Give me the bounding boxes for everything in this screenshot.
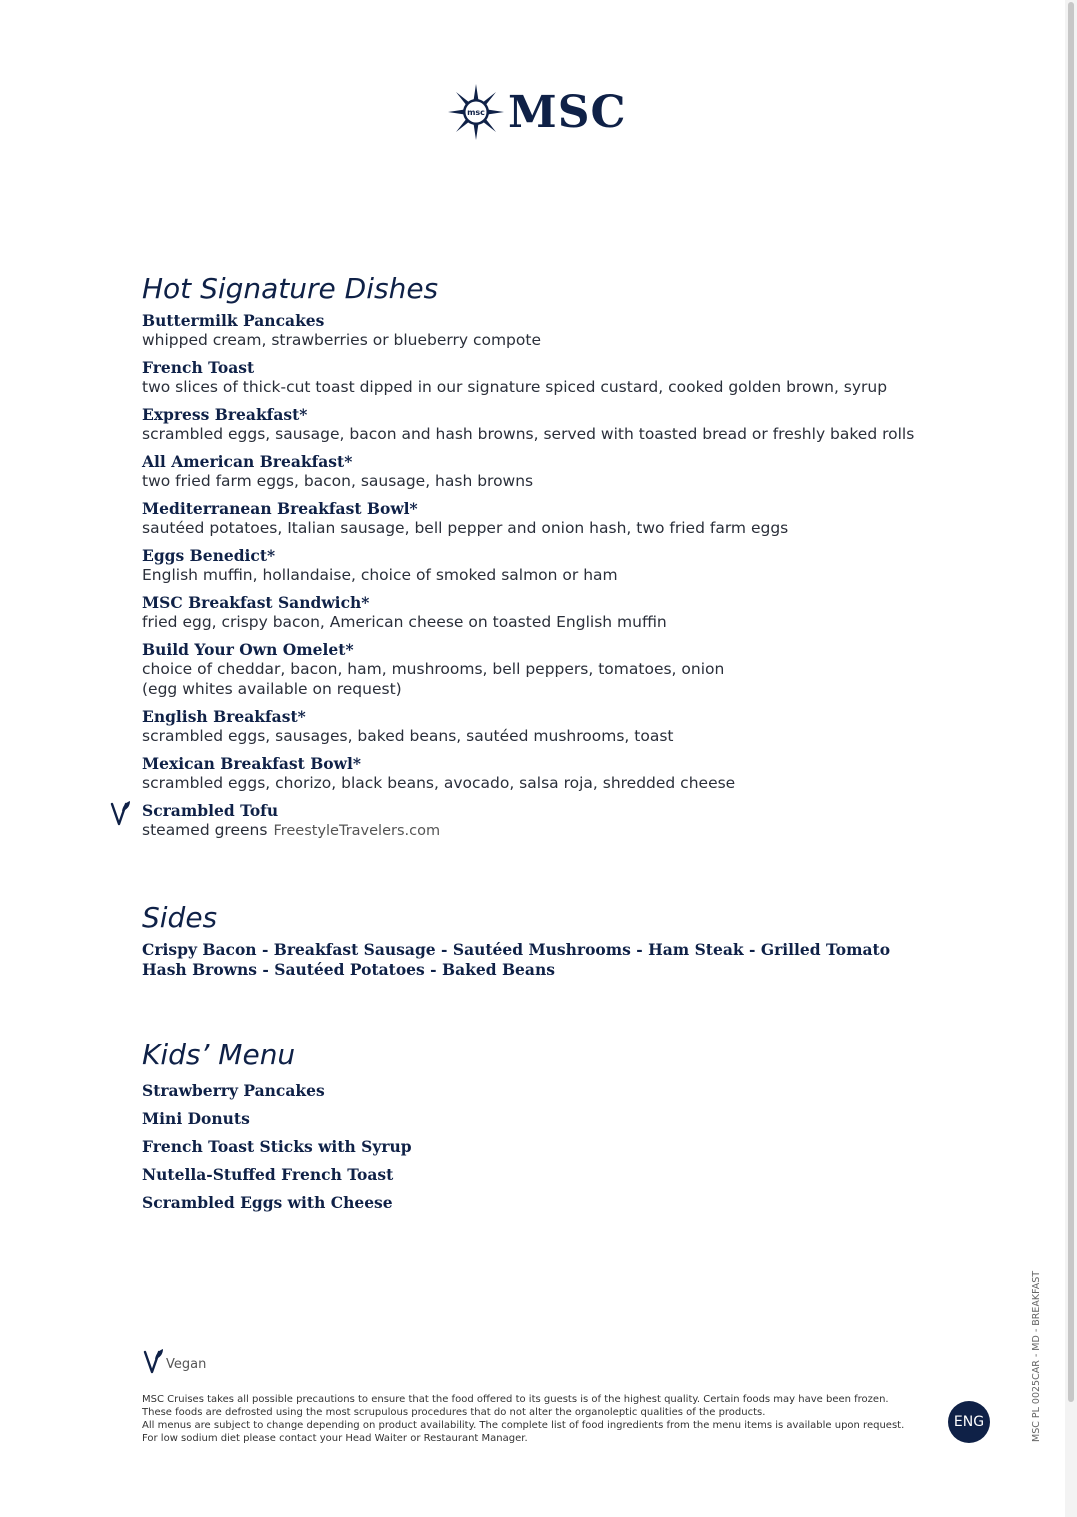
disclaimer-line: All menus are subject to change depending on product availability. The complete list of food ingredients from the menu items is available upon request. (142, 1420, 905, 1431)
sides-line: Hash Browns - Sautéed Potatoes - Baked Beans (142, 960, 555, 979)
item-name: Scrambled Tofu (142, 801, 279, 820)
section-title-kids: Kids’ Menu (142, 1038, 296, 1071)
item-description: sautéed potatoes, Italian sausage, bell pepper and onion hash, two fried farm eggs (142, 519, 789, 537)
kids-item: Scrambled Eggs with Cheese (142, 1193, 393, 1212)
kids-item: Mini Donuts (142, 1109, 250, 1128)
kids-item: Strawberry Pancakes (142, 1081, 325, 1100)
menu-item (142, 452, 1022, 491)
item-description: scrambled eggs, sausages, baked beans, sautéed mushrooms, toast (142, 727, 674, 745)
item-description: two fried farm eggs, bacon, sausage, hash browns (142, 472, 534, 490)
item-description: steamed greens (142, 821, 268, 839)
item-name: MSC Breakfast Sandwich* (142, 593, 370, 612)
item-name: Express Breakfast* (142, 405, 308, 424)
disclaimer (142, 1393, 932, 1445)
document-code: MSC PL 0025CAR - MD - BREAKFAST (1031, 1270, 1042, 1442)
menu-item (142, 546, 1022, 585)
hot-signature-list (142, 311, 1022, 841)
item-name: French Toast (142, 358, 255, 377)
section-title-hot-signature: Hot Signature Dishes (142, 272, 439, 305)
kids-item: Nutella-Stuffed French Toast (142, 1165, 394, 1184)
item-name: English Breakfast* (142, 707, 306, 726)
item-description: two slices of thick-cut toast dipped in our signature spiced custard, cooked golden brown, syrup (142, 378, 888, 396)
disclaimer-line: These foods are defrosted using the most scrupulous procedures that do not alter the organoleptic qualities of the products. (142, 1407, 766, 1418)
scrollbar-thumb[interactable] (1068, 2, 1074, 1402)
item-description: whipped cream, strawberries or blueberry compote (142, 331, 541, 349)
item-description: scrambled eggs, sausage, bacon and hash browns, served with toasted bread or freshly baked rolls (142, 425, 915, 443)
item-description: choice of cheddar, bacon, ham, mushrooms, bell peppers, tomatoes, onion (142, 660, 725, 678)
sides-line: Crispy Bacon - Breakfast Sausage - Sautéed Mushrooms - Ham Steak - Grilled Tomato (142, 940, 891, 959)
kids-section (142, 1038, 1022, 1217)
menu-item (142, 640, 1022, 699)
legend-label: Vegan (166, 1356, 207, 1372)
watermark-text: FreestyleTravelers.com (273, 823, 441, 839)
menu-item (142, 358, 1022, 397)
section-title-sides: Sides (142, 901, 218, 934)
menu-content (142, 272, 1022, 1217)
sides-section (142, 901, 1022, 980)
menu-item (142, 754, 1022, 793)
menu-item-vegan (142, 801, 1022, 841)
item-name: All American Breakfast* (142, 452, 353, 471)
item-name: Build Your Own Omelet* (142, 640, 354, 659)
vegan-icon (109, 799, 131, 827)
item-name: Mexican Breakfast Bowl* (142, 754, 361, 773)
compass-rose-icon (448, 84, 504, 140)
kids-item: French Toast Sticks with Syrup (142, 1137, 412, 1156)
scrollbar[interactable] (1065, 0, 1077, 1517)
menu-item (142, 405, 1022, 444)
vegan-icon (142, 1347, 164, 1375)
item-name: Mediterranean Breakfast Bowl* (142, 499, 418, 518)
disclaimer-line: MSC Cruises takes all possible precautions to ensure that the food offered to its guests is of the highest quality. Certain foods may have been frozen. (142, 1394, 889, 1405)
item-description: scrambled eggs, chorizo, black beans, avocado, salsa roja, shredded cheese (142, 774, 736, 792)
vegan-legend (142, 1347, 206, 1375)
menu-item (142, 707, 1022, 746)
msc-logo (448, 84, 627, 140)
logo-wordmark: MSC (508, 86, 627, 138)
item-description: fried egg, crispy bacon, American cheese on toasted English muffin (142, 613, 667, 631)
menu-item (142, 499, 1022, 538)
item-name: Eggs Benedict* (142, 546, 276, 565)
language-badge: ENG (948, 1401, 990, 1443)
menu-item (142, 311, 1022, 350)
item-description: English muffin, hollandaise, choice of smoked salmon or ham (142, 566, 618, 584)
menu-item (142, 593, 1022, 632)
item-name: Buttermilk Pancakes (142, 311, 325, 330)
logo-letters: msc (467, 108, 485, 117)
item-description-note: (egg whites available on request) (142, 680, 402, 698)
disclaimer-line: For low sodium diet please contact your Head Waiter or Restaurant Manager. (142, 1433, 528, 1444)
